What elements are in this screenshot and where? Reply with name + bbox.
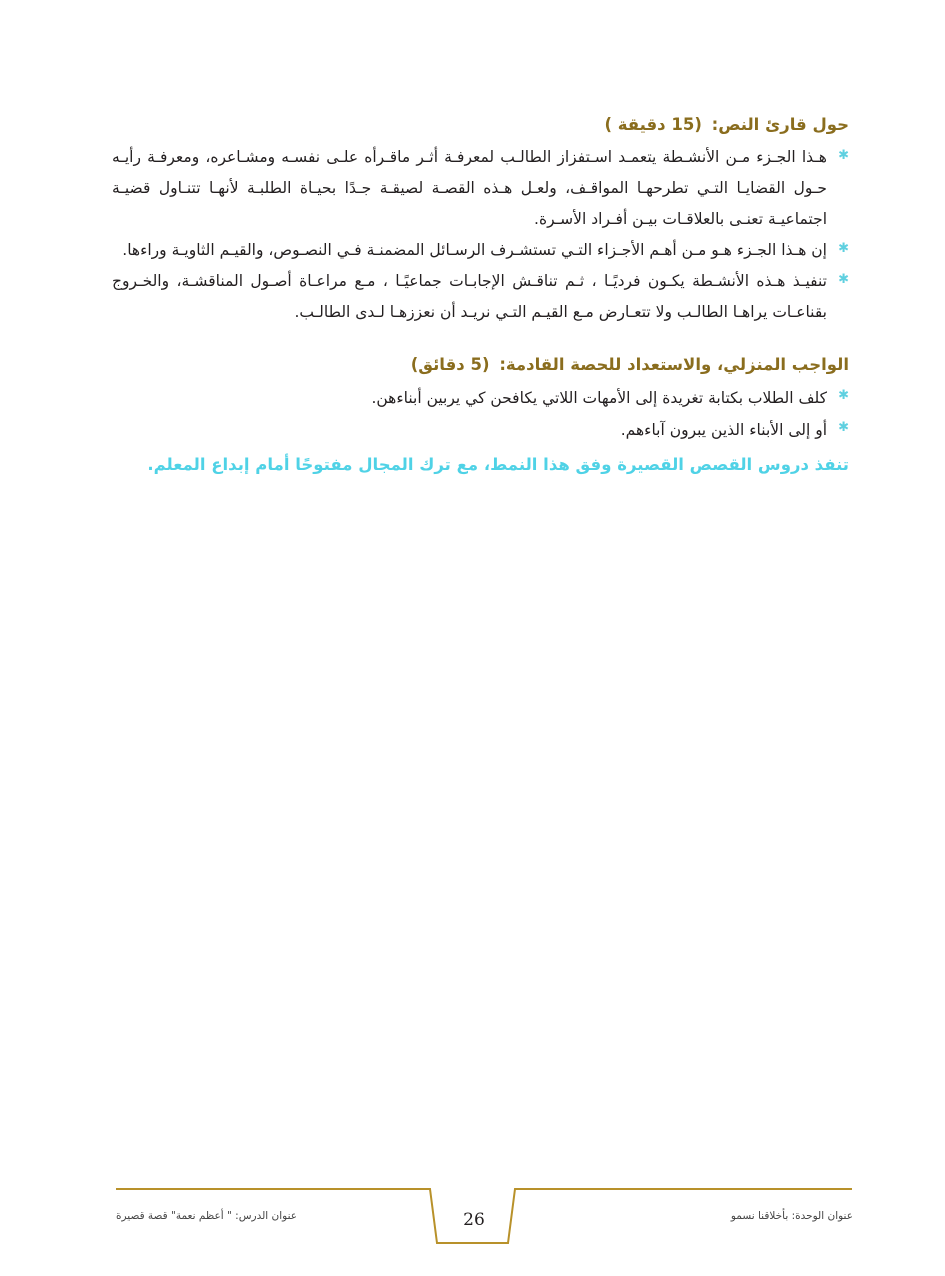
list-item-text: إن هـذا الجـزء هـو مـن أهـم الأجـزاء التـي تستشـرف الرسـائل المضمنـة فـي النصـوص، والقيـم الثاويـة وراءها. — [122, 241, 827, 259]
asterisk-icon: ✱ — [838, 241, 849, 256]
page-number: 26 — [463, 1210, 485, 1230]
section-duration: (5 دقائق) — [410, 355, 490, 374]
list-item-text: كلف الطلاب بكتابة تغريدة إلى الأمهات اللاتي يكافحن كي يربين أبناءهن. — [371, 389, 827, 407]
footer-lesson-title: عنوان الدرس: " أعظم نعمة" قصة قصيرة — [116, 1210, 298, 1222]
section-title: الواجب المنزلي، والاستعداد للحصة القادمة: — [499, 355, 849, 374]
list-item-text: هـذا الجـزء مـن الأنشـطة يتعمـد اسـتفزاز الطالـب لمعرفـة أثـر ماقـرأه علـى نفسـه ومشـاعره، ومعرفـة رأيـه حـول القضايـا التـي تطرحهـا المواقـف، ولعـل هـذه القصـة لصيقـة جـدًا بحيـاة الطلبـة لأنهـا تتنـاول قضيـة اجتماعيـة تعنـى بالعلاقـات بيـن أفـراد الأسـرة. — [112, 148, 827, 228]
footer-unit-title: عنوان الوحدة: بأخلاقنا نسمو — [730, 1210, 853, 1222]
section-title: حول قارئ النص: — [711, 115, 849, 134]
section-duration: (15 دقيقة ) — [604, 115, 702, 134]
teacher-note: تنفذ دروس القصص القصيرة وفق هذا النمط، مع ترك المجال مفتوحًا أمام إبداع المعلم. — [147, 455, 849, 474]
list-item-text: تنفيـذ هـذه الأنشـطة يكـون فرديًـا ، ثـم تناقـش الإجابـات جماعيًـا ، مـع مراعـاة أصـول المناقشـة، والخـروج بقناعـات يراهـا الطالـب ولا تتعـارض مـع القيـم التـي نريـد أن نعززهـا لـدى الطالـب. — [112, 272, 827, 321]
asterisk-icon: ✱ — [838, 272, 849, 287]
list-item-text: أو إلى الأبناء الذين يبرون آباءهم. — [620, 421, 827, 439]
asterisk-icon: ✱ — [838, 420, 849, 435]
asterisk-icon: ✱ — [838, 388, 849, 403]
asterisk-icon: ✱ — [838, 148, 849, 163]
